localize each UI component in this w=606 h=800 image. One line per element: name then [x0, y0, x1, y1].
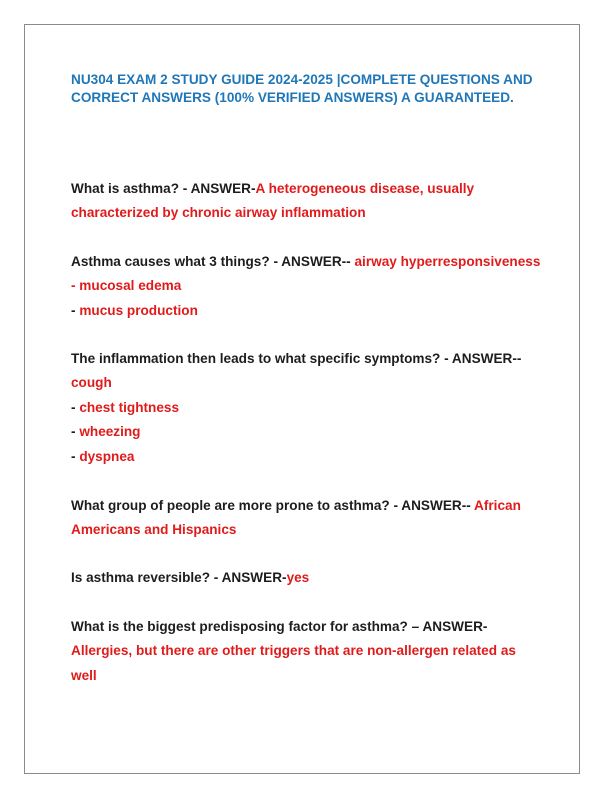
- qa-item-1: [71, 177, 541, 226]
- question-text: Is asthma reversible? - ANSWER-: [71, 570, 287, 585]
- answer-text: mucus production: [79, 302, 198, 318]
- qa-item-5: [71, 566, 541, 590]
- answer-text: cough: [71, 375, 112, 391]
- question-text: What group of people are more prone to asthma? - ANSWER--: [71, 498, 475, 513]
- answer-text: Allergies, but there are other triggers that are non-allergen related as well: [71, 643, 516, 683]
- list-item: dyspnea: [79, 448, 135, 464]
- answer-text: airway hyperresponsiveness - mucosal edema: [71, 254, 541, 294]
- answer-text: A heterogeneous disease, usually characterized by chronic airway inflammation: [71, 181, 475, 221]
- answer-text: African Americans and Hispanics: [71, 498, 521, 538]
- list-dash: -: [71, 399, 80, 415]
- qa-item-3: [71, 347, 541, 469]
- list-dash: -: [71, 302, 80, 318]
- qa-item-6: [71, 615, 541, 688]
- question-text: Asthma causes what 3 things? - ANSWER--: [71, 254, 355, 269]
- list-item: chest tightness: [79, 399, 180, 415]
- document-title: NU304 EXAM 2 STUDY GUIDE 2024-2025 |COMPLETE QUESTIONS AND CORRECT ANSWERS (100% VERIFIED ANSWERS) A GUARANTEED.: [71, 72, 533, 105]
- question-text: What is asthma? - ANSWER-: [71, 181, 256, 196]
- answer-text: yes: [286, 570, 310, 585]
- qa-item-4: [71, 494, 541, 543]
- question-text: The inflammation then leads to what specific symptoms? - ANSWER--: [71, 351, 522, 366]
- list-item: wheezing: [79, 424, 141, 440]
- list-dash: -: [71, 424, 80, 440]
- qa-item-2: [71, 250, 541, 323]
- question-text: What is the biggest predisposing factor for asthma? – ANSWER-: [71, 619, 488, 634]
- list-dash: -: [71, 448, 80, 464]
